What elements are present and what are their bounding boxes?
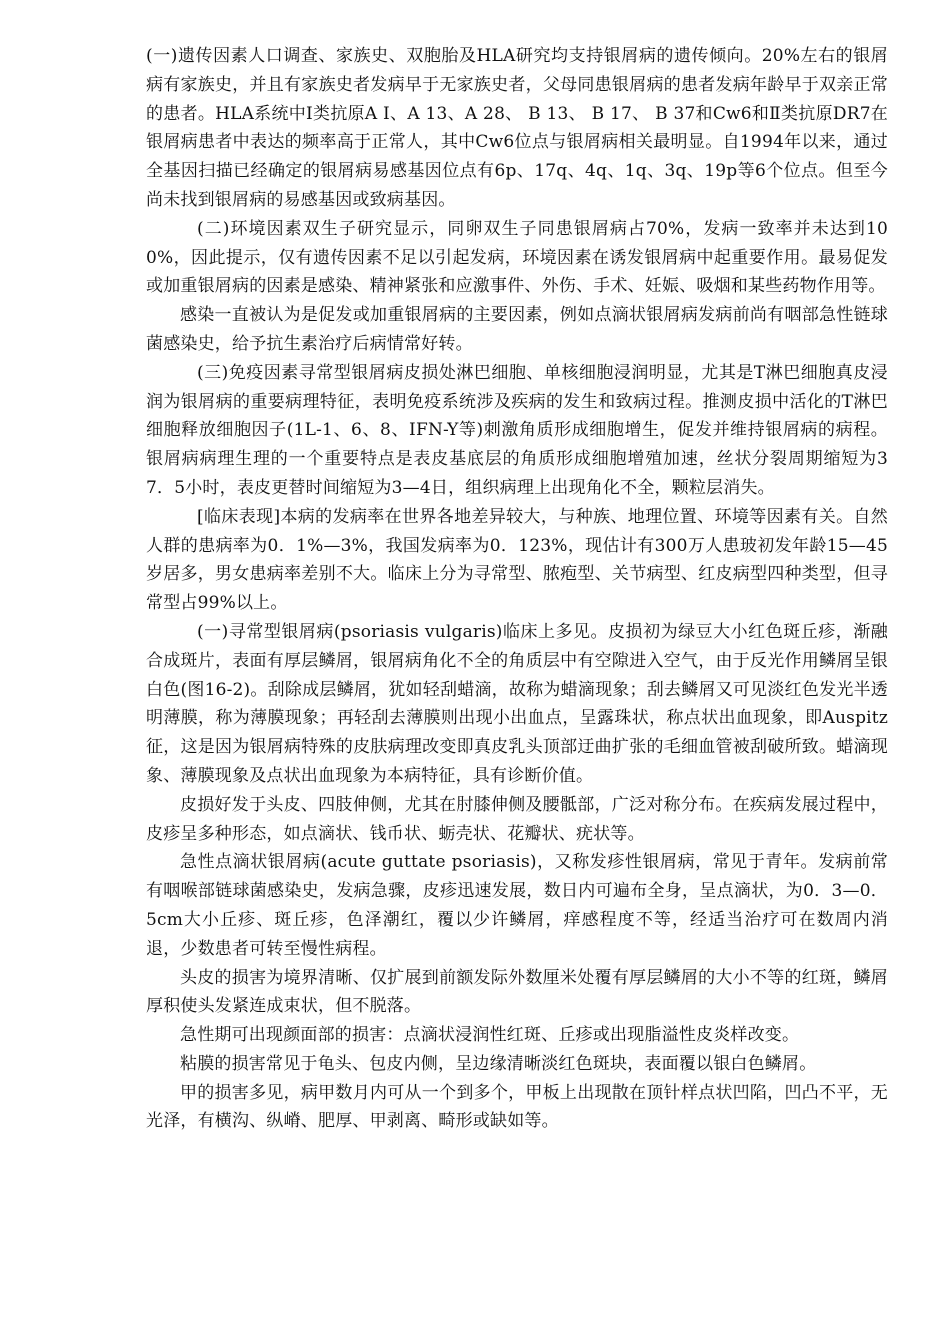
paragraph-scalp-lesions: 头皮的损害为境界清晰、仅扩展到前额发际外数厘米处覆有厚层鳞屑的大小不等的红斑，鳞屑厚积使头发紧连成束状，但不脱落。 [146, 967, 888, 1017]
paragraph-facial-lesions: 急性期可出现颜面部的损害：点滴状浸润性红斑、丘疹或出现脂溢性皮炎样改变。 [180, 1025, 800, 1046]
paragraph-clinical-presentation: [临床表现]本病的发病率在世界各地差异较大，与种族、地理位置、环境等因素有关。自然人群的患病率为0．1%—3%，我国发病率为0．123%，现估计有300万人患玻初发年龄15—45岁居多，男女患病率差别不大。临床上分为寻常型、脓疱型、关节病型、红皮病型四种类型，但寻常型占99%以上。 [146, 506, 888, 614]
paragraph-environmental-factors: (二)环境因素双生子研究显示，同卵双生子同患银屑病占70%，发病一致率并未达到100%，因此提示，仅有遗传因素不足以引起发病，环境因素在诱发银屑病中起重要作用。最易促发或加重银屑病的因素是感染、精神紧张和应激事件、外伤、手术、妊娠、吸烟和某些药物作用等。 [146, 218, 888, 297]
paragraph-immune-factors: (三)免疫因素寻常型银屑病皮损处淋巴细胞、单核细胞浸润明显，尤其是T淋巴细胞真皮浸润为银屑病的重要病理特征，表明免疫系统涉及疾病的发生和致病过程。推测皮损中活化的T淋巴细胞释放细胞因子(1L-1、6、8、IFN-Y等)刺激角质形成细胞增生，促发并维持银屑病的病程。银屑病病理生理的一个重要特点是表皮基底层的角质形成细胞增殖加速，丝状分裂周期缩短为37．5小时，表皮更替时间缩短为3—4日，组织病理上出现角化不全，颗粒层消失。 [146, 362, 888, 498]
document-body [146, 42, 888, 1136]
paragraph-psoriasis-vulgaris: (一)寻常型银屑病(psoriasis vulgaris)临床上多见。皮损初为绿豆大小红色斑丘疹，渐融合成斑片，表面有厚层鳞屑，银屑病角化不全的角质层中有空隙进入空气，由于反光作用鳞屑呈银白色(图16-2)。刮除成层鳞屑，犹如轻刮蜡滴，故称为蜡滴现象；刮去鳞屑又可见淡红色发光半透明薄膜，称为薄膜现象；再轻刮去薄膜则出现小出血点，呈露珠状，称点状出血现象，即Auspitz征，这是因为银屑病特殊的皮肤病理改变即真皮乳头顶部迂曲扩张的毛细血管被刮破所致。蜡滴现象、薄膜现象及点状出血现象为本病特征，具有诊断价值。 [146, 621, 888, 786]
paragraph-infection: 感染一直被认为是促发或加重银屑病的主要因素，例如点滴状银屑病发病前尚有咽部急性链球菌感染史，给予抗生素治疗后病情常好转。 [146, 305, 888, 354]
paragraph-lesion-distribution: 皮损好发于头皮、四肢伸侧，尤其在肘膝伸侧及腰骶部，广泛对称分布。在疾病发展过程中，皮疹呈多种形态，如点滴状、钱币状、蛎壳状、花瓣状、疣状等。 [146, 794, 888, 844]
paragraph-genetic-factors: (一)遗传因素人口调查、家族史、双胞胎及HLA研究均支持银屑病的遗传倾向。20%左右的银屑病有家族史，并且有家族史者发病早于无家族史者，父母同患银屑病的患者发病年龄早于双亲正常的患者。HLA系统中Ⅰ类抗原A Ⅰ、A 13、A 28、 B 13、 B 17、 B 37和Cw6和Ⅱ类抗原DR7在银屑病患者中表达的频率高于正常人，其中Cw6位点与银屑病相关最明显。自1994年以来，通过全基因扫描已经确定的银屑病易感基因位点有6p、17q、4q、1q、3q、19p等6个位点。但至今尚未找到银屑病的易感基因或致病基因。 [146, 46, 888, 210]
paragraph-nail-lesions: 甲的损害多见，病甲数月内可从一个到多个，甲板上出现散在顶针样点状凹陷，凹凸不平，无光泽，有横沟、纵嵴、肥厚、甲剥离、畸形或缺如等。 [146, 1082, 888, 1132]
paragraph-guttate-psoriasis: 急性点滴状银屑病(acute guttate psoriasis)，又称发疹性银屑病，常见于青年。发病前常有咽喉部链球菌感染史，发病急骤，皮疹迅速发展，数日内可遍布全身，呈点滴状，为0．3—0．5cm大小丘疹、斑丘疹，色泽潮红，覆以少许鳞屑，痒感程度不等，经适当治疗可在数周内消退，少数患者可转至慢性病程。 [146, 852, 888, 959]
paragraph-mucosal-lesions: 粘膜的损害常见于龟头、包皮内侧，呈边缘清晰淡红色斑块，表面覆以银白色鳞屑。 [180, 1053, 817, 1074]
